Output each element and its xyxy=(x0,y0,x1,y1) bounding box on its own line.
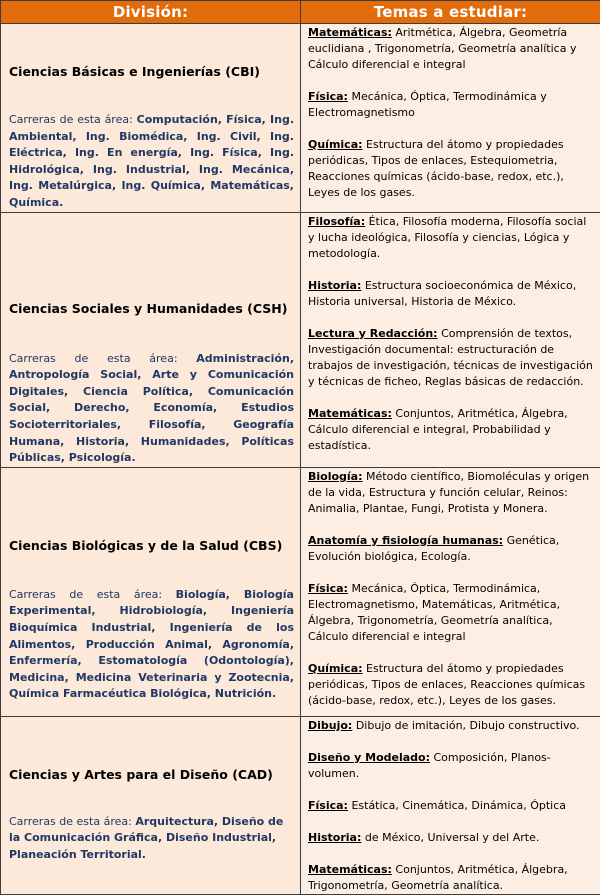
topic-name: Química: xyxy=(308,138,363,151)
careers-list xyxy=(9,351,294,467)
careers-list xyxy=(9,112,294,212)
topic-name: Historia: xyxy=(308,279,361,292)
topics-cell xyxy=(301,24,600,213)
topic-item xyxy=(308,798,594,814)
topic-text: Estructura del átomo y propiedades periódicas, Tipos de enlaces, Reacciones químicas (ácido-base, redox, etc.), Leyes de los gases. xyxy=(308,662,585,707)
careers-list xyxy=(9,814,294,864)
topic-name: Química: xyxy=(308,662,363,675)
topics-cell xyxy=(301,212,600,467)
careers-lead: Carreras de esta área: xyxy=(9,815,135,828)
topic-text: Mecánica, Óptica, Termodinámica, Electromagnetismo, Matemáticas, Aritmética, Álgebra, Trigonometría, Geometría analítica, Cálculo diferencial e integral xyxy=(308,582,560,643)
topic-name: Diseño y Modelado: xyxy=(308,751,430,764)
topic-text: Genética, Evolución biológica, Ecología. xyxy=(308,534,559,563)
division-name: Ciencias Sociales y Humanidades (CSH) xyxy=(9,301,294,316)
careers-values: Biología, Biología Experimental, Hidrobiología, Ingeniería Bioquímica Industrial, Ingeniería de los Alimentos, Producción Animal, Agronomía, Enfermería, Estomatología (Odontología), Medicina, Medicina Veterinaria y Zootecnia, Química Farmacéutica Biológica, Nutrición. xyxy=(9,588,294,701)
topic-item xyxy=(308,326,594,390)
careers-values: Computación, Física, Ing. Ambiental, Ing. Biomédica, Ing. Civil, Ing. Eléctrica, Ing. En energía, Ing. Física, Ing. Hidrológica, Ing. Industrial, Ing. Mecánica, Ing. Metalúrgica, Ing. Química, Matemáticas, Química. xyxy=(9,113,294,209)
topic-item xyxy=(308,750,594,782)
topics-column-header: Temas a estudiar: xyxy=(301,1,600,24)
careers-list xyxy=(9,587,294,703)
topic-item xyxy=(308,278,594,310)
topic-text: Composición, Planos-volumen. xyxy=(308,751,551,780)
table-row xyxy=(1,716,600,894)
topic-name: Lectura y Redacción: xyxy=(308,327,438,340)
topic-item xyxy=(308,25,594,73)
topic-item xyxy=(308,862,594,894)
topic-item xyxy=(308,89,594,121)
topic-text: Estructura del átomo y propiedades periódicas, Tipos de enlaces, Estequiometria, Reacciones químicas (ácido-base, redox, etc.), Leyes de los gases. xyxy=(308,138,564,199)
header-row xyxy=(1,1,600,24)
division-column-header: División: xyxy=(1,1,301,24)
topic-item xyxy=(308,406,594,454)
topic-name: Matemáticas: xyxy=(308,26,392,39)
topic-name: Matemáticas: xyxy=(308,407,392,420)
careers-values: Administración, Antropología Social, Arte y Comunicación Digitales, Ciencia Política, Comunicación Social, Derecho, Economía, Estudios Socioterritoriales, Filosofía, Geografía Humana, Historia, Humanidades, Políticas Públicas, Psicología. xyxy=(9,352,294,465)
topic-item xyxy=(308,661,594,709)
topic-item xyxy=(308,830,594,846)
topic-text: Estructura socioeconómica de México, Historia universal, Historia de México. xyxy=(308,279,576,308)
topic-name: Física: xyxy=(308,90,348,103)
topic-item xyxy=(308,581,594,645)
topic-item xyxy=(308,533,594,565)
topic-text: Dibujo de imitación, Dibujo constructivo. xyxy=(352,719,579,732)
topic-item xyxy=(308,214,594,262)
division-name: Ciencias Biológicas y de la Salud (CBS) xyxy=(9,538,294,553)
division-cell xyxy=(1,212,301,467)
topic-text: Conjuntos, Aritmética, Álgebra, Trigonometría, Geometría analítica. xyxy=(308,863,568,892)
topic-text: Comprensión de textos, Investigación documental: estructuración de trabajos de investigación, técnicas de investigación y técnicas de ficheo, Reglas básicas de redacción. xyxy=(308,327,593,388)
division-name: Ciencias Básicas e Ingenierías (CBI) xyxy=(9,64,294,79)
careers-lead: Carreras de esta área: xyxy=(9,113,137,126)
topic-name: Física: xyxy=(308,582,348,595)
topic-text: Aritmética, Álgebra, Geometría euclidiana , Trigonometría, Geometría analítica y Cálculo diferencial e integral xyxy=(308,26,576,71)
topic-text: de México, Universal y del Arte. xyxy=(361,831,539,844)
topic-name: Biología: xyxy=(308,470,363,483)
table-row xyxy=(1,467,600,716)
topic-text: Conjuntos, Aritmética, Álgebra, Cálculo diferencial e integral, Probabilidad y estadística. xyxy=(308,407,568,452)
topic-name: Física: xyxy=(308,799,348,812)
careers-values: Arquitectura, Diseño de la Comunicación Gráfica, Diseño Industrial, Planeación Territorial. xyxy=(9,815,283,861)
topic-name: Filosofía: xyxy=(308,215,365,228)
topic-text: Método científico, Biomoléculas y origen de la vida, Estructura y función celular, Reinos: Animalia, Plantae, Fungi, Protista y Monera. xyxy=(308,470,589,515)
topic-text: Mecánica, Óptica, Termodinámica y Electromagnetismo xyxy=(308,90,547,119)
topics-cell xyxy=(301,716,600,894)
careers-lead: Carreras de esta área: xyxy=(9,588,176,601)
division-cell xyxy=(1,467,301,716)
topic-text: Ética, Filosofía moderna, Filosofía social y lucha ideológica, Filosofía y ciencias, Lógica y metodología. xyxy=(308,215,586,260)
topic-name: Anatomía y fisiología humanas: xyxy=(308,534,503,547)
topic-name: Matemáticas: xyxy=(308,863,392,876)
table-row xyxy=(1,212,600,467)
topic-item xyxy=(308,137,594,201)
topics-cell xyxy=(301,467,600,716)
topic-text: Estática, Cinemática, Dinámica, Óptica xyxy=(348,799,566,812)
topic-item xyxy=(308,718,594,734)
topic-name: Dibujo: xyxy=(308,719,352,732)
division-cell xyxy=(1,24,301,213)
division-name: Ciencias y Artes para el Diseño (CAD) xyxy=(9,767,294,782)
careers-lead: Carreras de esta área: xyxy=(9,352,196,365)
topic-name: Historia: xyxy=(308,831,361,844)
division-cell xyxy=(1,716,301,894)
table-row xyxy=(1,24,600,213)
topic-item xyxy=(308,469,594,517)
